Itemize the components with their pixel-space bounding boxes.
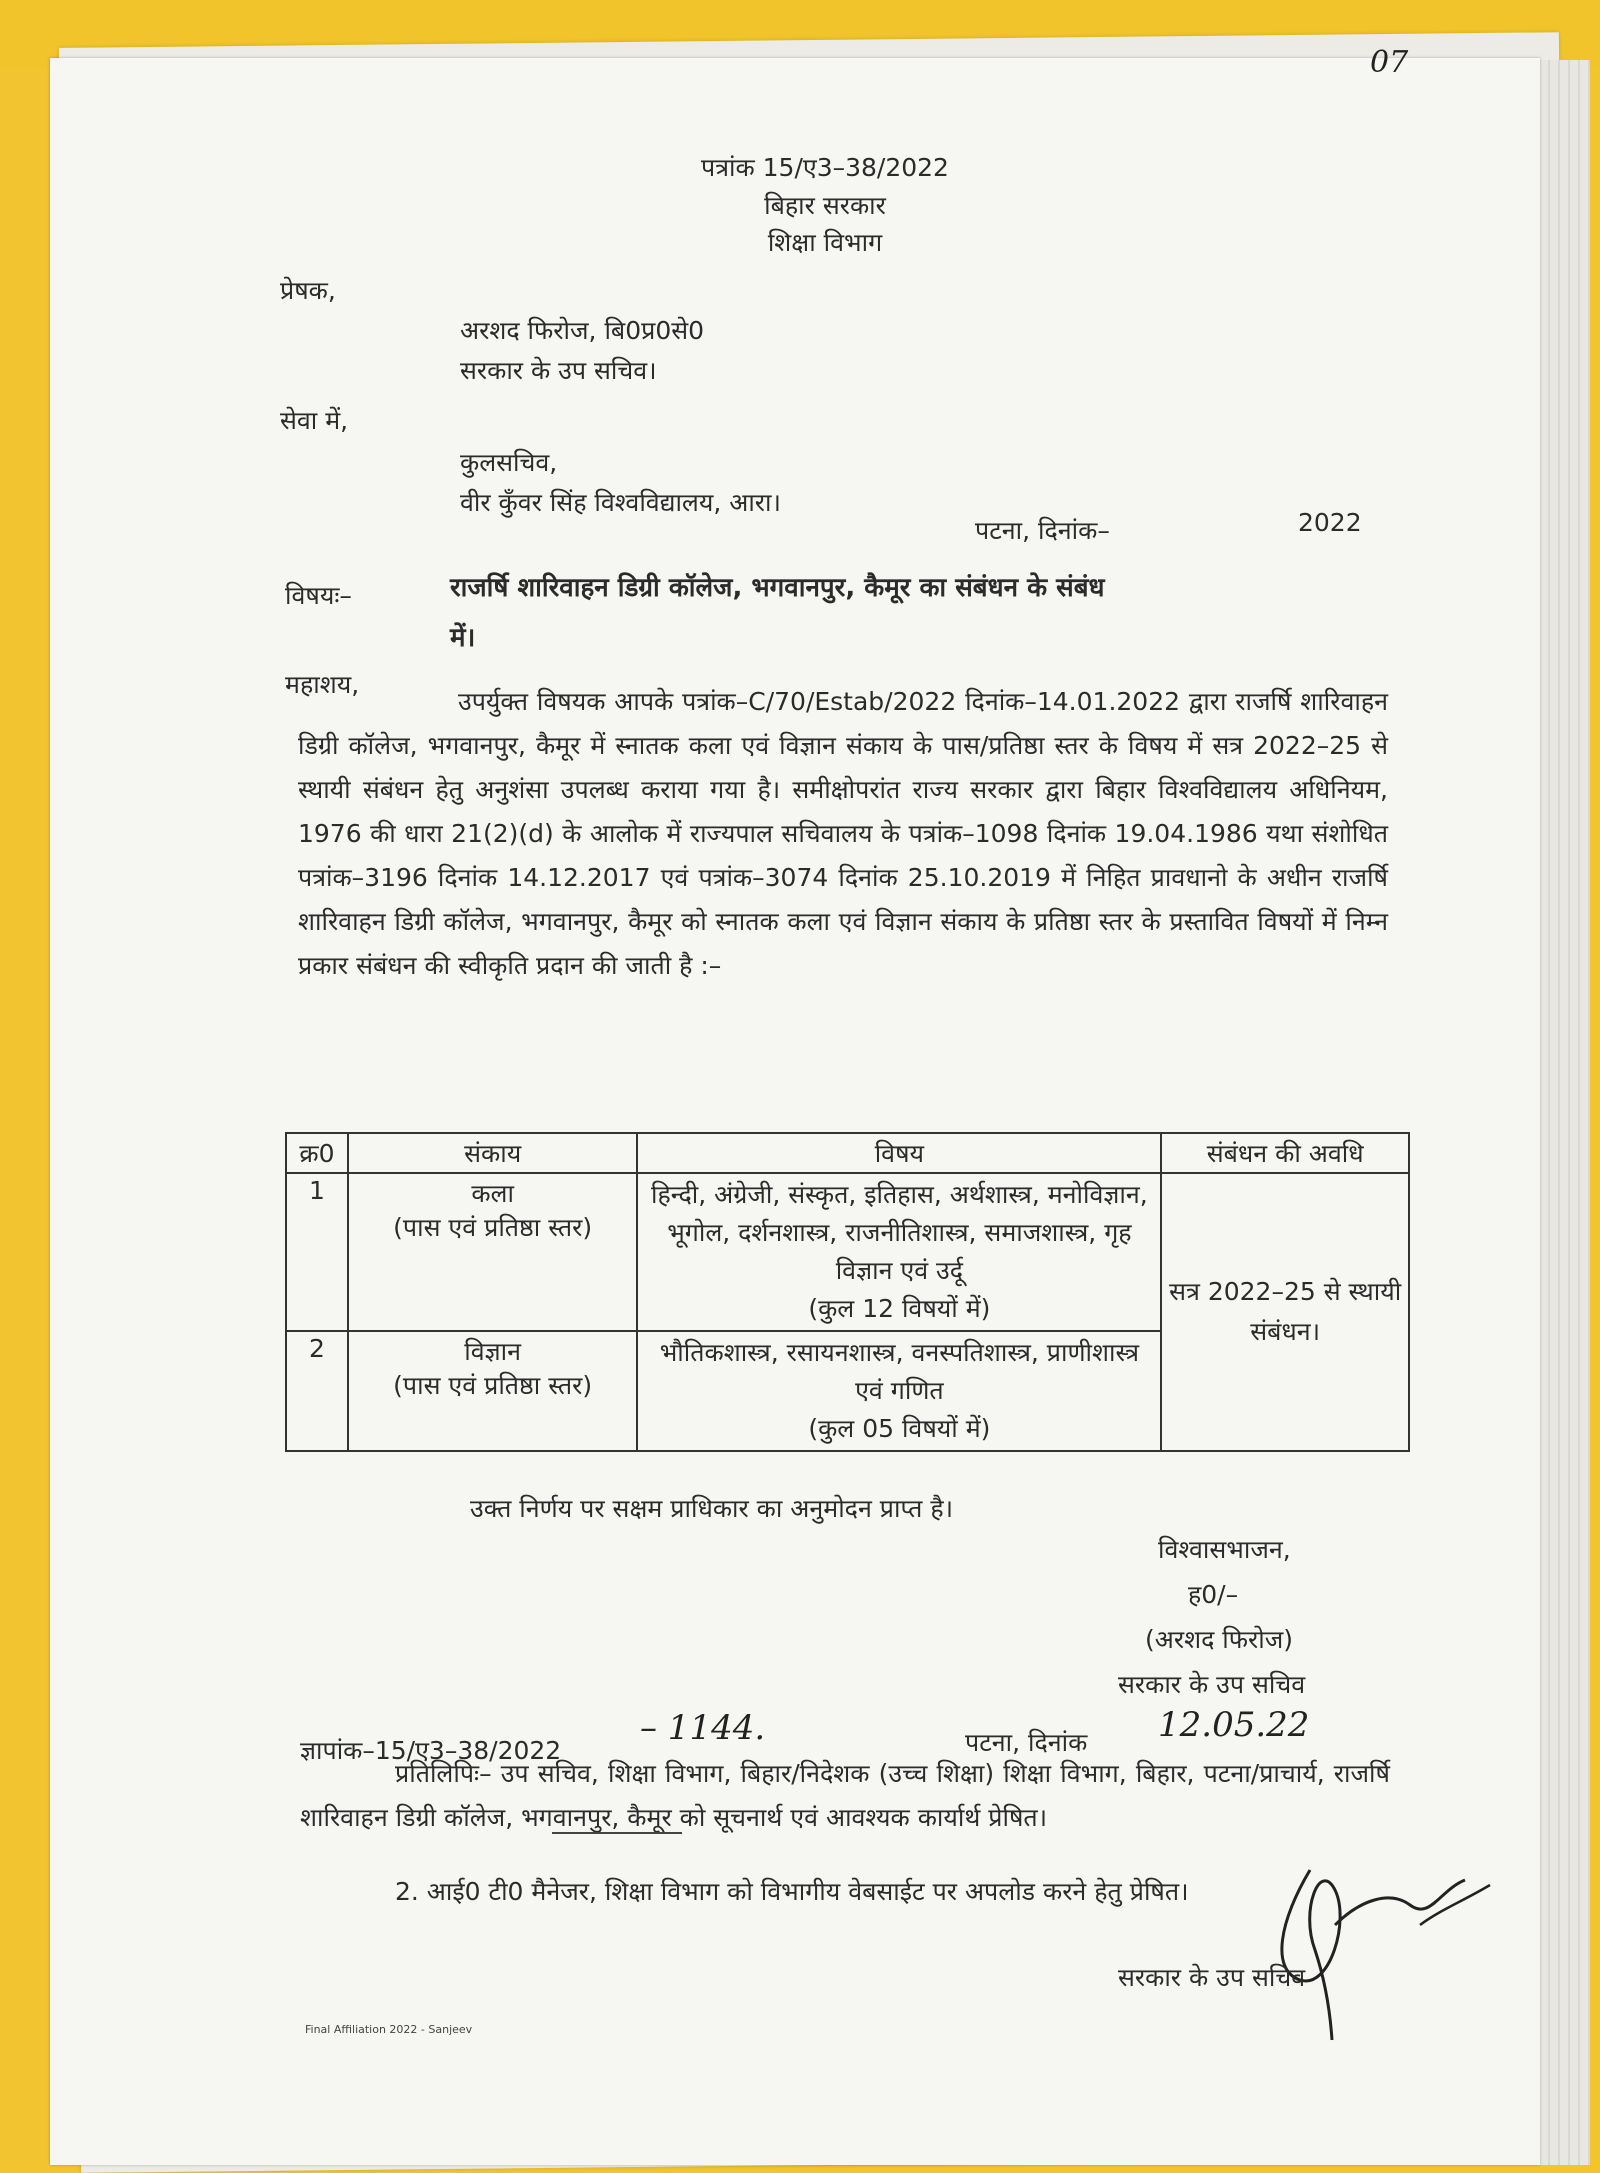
affiliation-table	[285, 1132, 1410, 1452]
header-serial: क्र0	[286, 1133, 348, 1173]
memo-reference: ज्ञापांक–15/ए3–38/2022	[300, 1736, 562, 1765]
row-serial: 2	[286, 1331, 348, 1451]
faculty-level: (पास एवं प्रतिष्ठा स्तर)	[393, 1371, 593, 1400]
subject-list: हिन्दी, अंग्रेजी, संस्कृत, इतिहास, अर्थशास्त्र, मनोविज्ञान, भूगोल, दर्शनशास्त्र, राजनीतिशास्त्र, समाजशास्त्र, गृह विज्ञान एवं उर्दू	[651, 1180, 1148, 1285]
faculty-name: विज्ञान	[464, 1337, 522, 1366]
header-subjects: विषय	[637, 1133, 1161, 1173]
row-period: सत्र 2022–25 से स्थायी संबंधन।	[1161, 1173, 1409, 1451]
place-date-label: पटना, दिनांक–	[975, 516, 1110, 545]
copy-item-2: 2. आई0 टी0 मैनेजर, शिक्षा विभाग को विभागीय वेबसाईट पर अपलोड करने हेतु प्रेषित।	[395, 1877, 1189, 1906]
closing-designation: सरकार के उप सचिव	[1118, 1670, 1306, 1699]
memo-sign-designation: सरकार के उप सचिव	[1118, 1963, 1306, 1992]
row-serial: 1	[286, 1173, 348, 1331]
table-row	[286, 1173, 1409, 1331]
file-footer: Final Affiliation 2022 - Sanjeev	[305, 2023, 473, 2036]
closing-yours: विश्वासभाजन,	[1158, 1535, 1291, 1564]
faculty-name: कला	[471, 1179, 514, 1208]
row-subjects	[637, 1331, 1161, 1451]
faculty-level: (पास एवं प्रतिष्ठा स्तर)	[393, 1213, 593, 1242]
department-name: शिक्षा विभाग	[767, 228, 883, 257]
table-header-row	[286, 1133, 1409, 1173]
subject-list: भौतिकशास्त्र, रसायनशास्त्र, वनस्पतिशास्त्र, प्राणीशास्त्र एवं गणित	[659, 1338, 1140, 1405]
subject-count: (कुल 12 विषयों में)	[808, 1294, 991, 1323]
subject-count: (कुल 05 विषयों में)	[808, 1414, 991, 1443]
header-period: संबंधन की अवधि	[1161, 1133, 1409, 1173]
government-name: बिहार सरकार	[764, 191, 886, 220]
recipient-label: सेवा में,	[280, 406, 349, 435]
sender-designation: सरकार के उप सचिव।	[460, 356, 657, 385]
body-paragraph: उपर्युक्त विषयक आपके पत्रांक–C/70/Estab/2022 दिनांक–14.01.2022 द्वारा राजर्षि शारिवाहन डिग्री कॉलेज, भगवानपुर, कैमूर में स्नातक कला एवं विज्ञान संकाय के पास/प्रतिष्ठा स्तर के विषय में सत्र 2022–25 से स्थायी संबंधन हेतु अनुशंसा उपलब्ध कराया गया है। समीक्षोपरांत राज्य सरकार द्वारा बिहार विश्वविद्यालय अधिनियम, 1976 की धारा 21(2)(d) के आलोक में राज्यपाल सचिवालय के पत्रांक–1098 दिनांक 19.04.1986 यथा संशोधित पत्रांक–3196 दिनांक 14.12.2017 एवं पत्रांक–3074 दिनांक 25.10.2019 में निहित प्रावधानो के अधीन राजर्षि शारिवाहन डिग्री कॉलेज, भगवानपुर, कैमूर को स्नातक कला एवं विज्ञान संकाय के प्रतिष्ठा स्तर के प्रस्तावित विषयों में निम्न प्रकार संबंधन की स्वीकृति प्रदान की जाती है :–	[298, 687, 1388, 980]
place-date-year: 2022	[1298, 508, 1362, 537]
underline-mark	[552, 1832, 682, 1834]
handwritten-dispatch-number: – 1144.	[640, 1708, 766, 1748]
subject-label: विषयः–	[285, 581, 352, 610]
subject-line-2: में।	[450, 623, 476, 653]
closing-signed: ह0/–	[1188, 1580, 1239, 1609]
approval-note: उक्त निर्णय पर सक्षम प्राधिकार का अनुमोदन प्राप्त है।	[470, 1494, 954, 1523]
sender-name: अरशद फिरोज, बि0प्र0से0	[460, 316, 705, 345]
copy-to-paragraph: प्रतिलिपिः– उप सचिव, शिक्षा विभाग, बिहार/निदेशक (उच्च शिक्षा) शिक्षा विभाग, बिहार, पटना/प्राचार्य, राजर्षि शारिवाहन डिग्री कॉलेज, भगवानपुर, कैमूर को सूचनार्थ एवं आवश्यक कार्यार्थ प्रेषित।	[300, 1759, 1390, 1832]
sender-label: प्रेषक,	[280, 276, 336, 305]
subject-line-1: राजर्षि शारिवाहन डिग्री कॉलेज, भगवानपुर, कैमूर का संबंधन के संबंध	[450, 573, 1105, 603]
memo-place-date: पटना, दिनांक	[965, 1728, 1088, 1757]
recipient-title: कुलसचिव,	[460, 448, 558, 477]
recipient-organization: वीर कुँवर सिंह विश्वविद्यालय, आरा।	[460, 488, 781, 517]
salutation: महाशय,	[285, 670, 360, 699]
row-faculty	[348, 1173, 637, 1331]
letter-reference: पत्रांक 15/ए3–38/2022	[701, 153, 949, 182]
row-subjects	[637, 1173, 1161, 1331]
handwritten-date: 12.05.22	[1158, 1705, 1310, 1745]
row-faculty	[348, 1331, 637, 1451]
handwritten-signature	[1240, 1830, 1520, 2050]
header-faculty: संकाय	[348, 1133, 637, 1173]
page-number-mark: 07	[1370, 45, 1409, 80]
closing-name: (अरशद फिरोज)	[1145, 1625, 1294, 1654]
